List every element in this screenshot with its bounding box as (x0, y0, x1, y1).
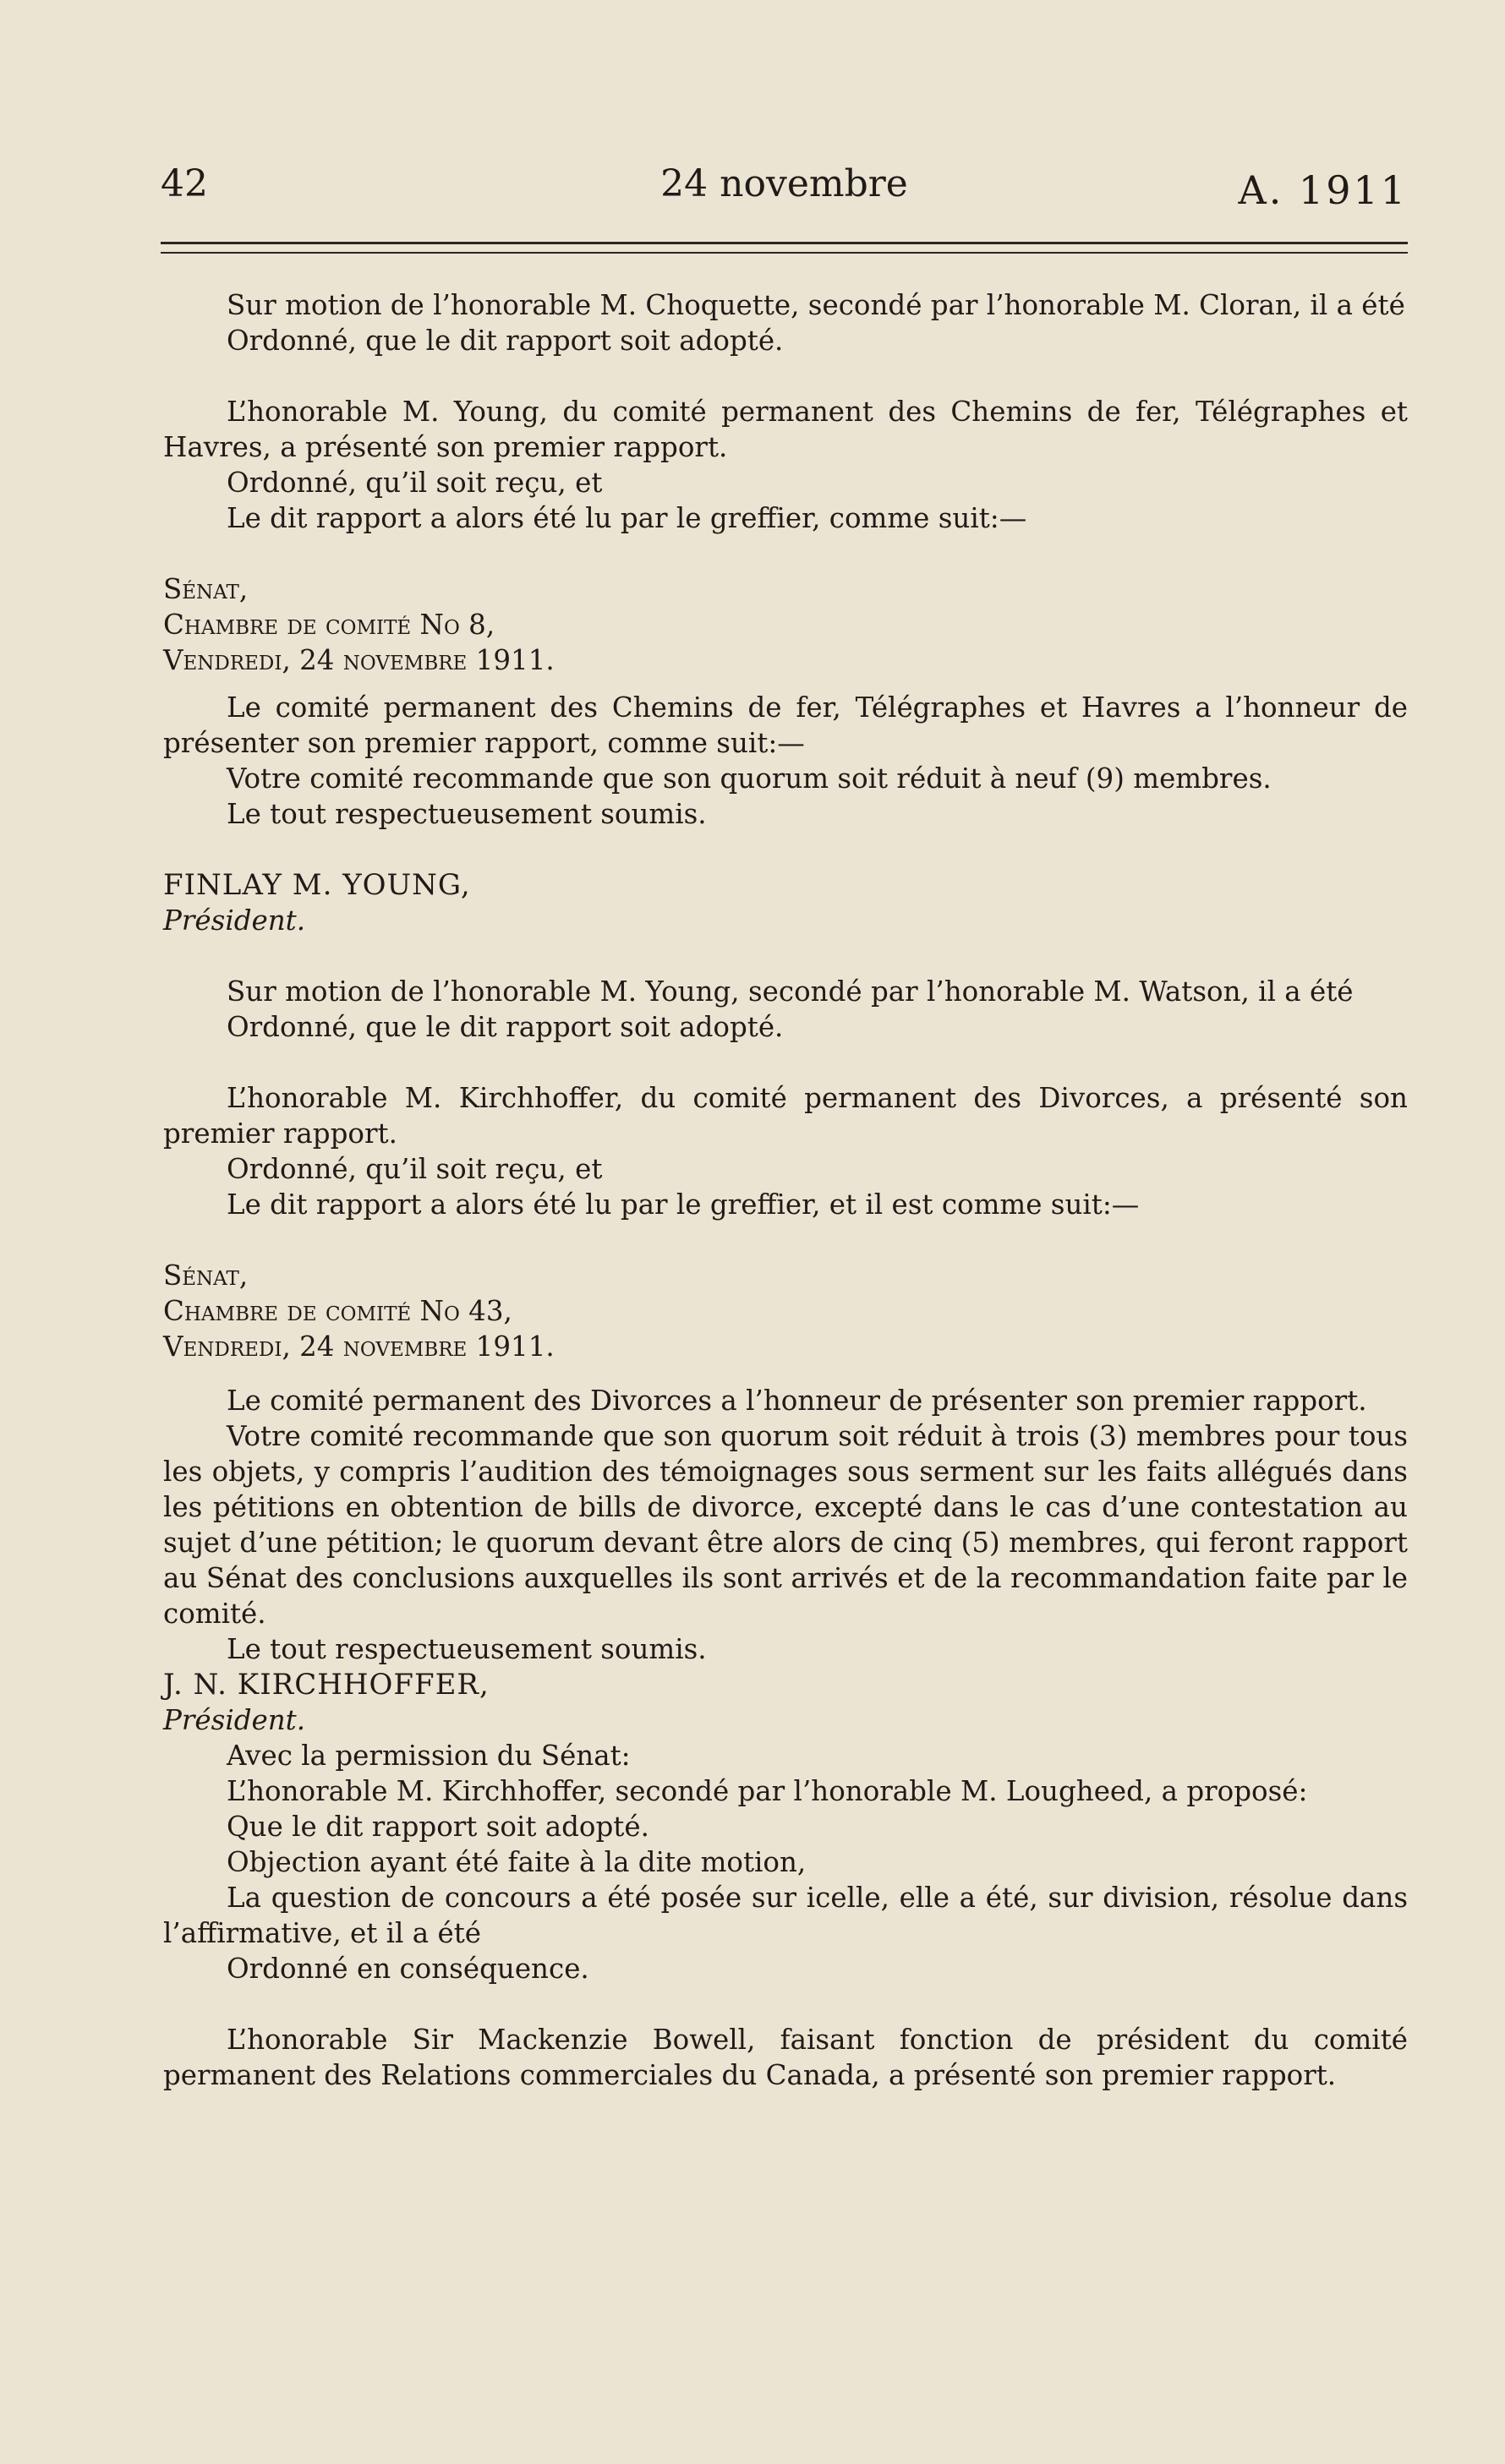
paragraph: Ordonné, qu’il soit reçu, et (227, 467, 603, 499)
paragraph: Le comité permanent des Divorces a l’honneur de présenter son premier rapport. (227, 1385, 1367, 1417)
paragraph: Sur motion de l’honorable M. Choquette, secondé par l’honorable M. Cloran, il a été (227, 289, 1405, 321)
report-signature: FINLAY M. YOUNG, (163, 868, 471, 902)
report-signatory-role: Président. (163, 904, 306, 937)
paragraph: Que le dit rapport soit adopté. (227, 1811, 649, 1843)
paragraph: Votre comité recommande que son quorum soit réduit à neuf (9) membres. (227, 762, 1272, 795)
paragraph: L’honorable M. Kirchhoffer, du comité permanent des Divorces, a présenté son premier rapport. (163, 1082, 1408, 1150)
report-senat-heading: Sénat, (163, 573, 249, 605)
paragraph: Le comité permanent des Chemins de fer, Télégraphes et Havres a l’honneur de présenter son premier rapport, comme suit:— (163, 691, 1408, 759)
page-number: 42 (161, 162, 208, 205)
header-rule (161, 242, 1408, 254)
paragraph: Ordonné en conséquence. (227, 1953, 589, 1985)
paragraph: Le dit rapport a alors été lu par le greffier, et il est comme suit:— (227, 1188, 1140, 1221)
report-date: Vendredi, 24 novembre 1911. (163, 1330, 555, 1363)
paragraph: La question de concours a été posée sur icelle, elle a été, sur division, résolue dans l’affirmative, et il a été (163, 1882, 1408, 1949)
paragraph: Ordonné, que le dit rapport soit adopté. (227, 325, 784, 357)
paragraph: Votre comité recommande que son quorum soit réduit à trois (3) membres pour tous les objets, y compris l’audition des témoignages sous serment sur les faits allégués dans les pétitions en obtention de bills de divorce, excepté dans le cas d’une contestation au sujet d’une pétition; le quorum devant être alors de cinq (5) membres, qui feront rapport au Sénat des conclusions auxquelles ils sont arrivés et de la recommandation faite par le comité. (163, 1420, 1408, 1630)
report-signature: J. N. KIRCHHOFFER, (163, 1668, 490, 1702)
paragraph: Sur motion de l’honorable M. Young, secondé par l’honorable M. Watson, il a été (227, 975, 1354, 1008)
paragraph: Objection ayant été faite à la dite motion, (227, 1846, 807, 1878)
page-body (163, 287, 1408, 2093)
paragraph: Avec la permission du Sénat: (227, 1740, 631, 1772)
report-chamber: Chambre de comité No 8, (163, 609, 495, 641)
paragraph: Le tout respectueusement soumis. (227, 798, 707, 830)
header-date: 24 novembre (660, 162, 908, 205)
paragraph: Le dit rapport a alors été lu par le greffier, comme suit:— (227, 502, 1027, 534)
paragraph: L’honorable M. Young, du comité permanent des Chemins de fer, Télégraphes et Havres, a présenté son premier rapport. (163, 396, 1408, 463)
paragraph: L’honorable Sir Mackenzie Bowell, faisant fonction de président du comité permanent des Relations commerciales du Canada, a présenté son premier rapport. (163, 2024, 1408, 2091)
paragraph: Ordonné, qu’il soit reçu, et (227, 1153, 603, 1185)
paragraph: Ordonné, que le dit rapport soit adopté. (227, 1011, 784, 1043)
report-chamber: Chambre de comité No 43, (163, 1295, 512, 1327)
report-signatory-role: Président. (163, 1704, 306, 1736)
paragraph: Le tout respectueusement soumis. (227, 1633, 707, 1665)
paragraph: L’honorable M. Kirchhoffer, secondé par l’honorable M. Lougheed, a proposé: (227, 1775, 1308, 1807)
report-date: Vendredi, 24 novembre 1911. (163, 644, 555, 676)
report-senat-heading: Sénat, (163, 1259, 249, 1292)
page-header (161, 162, 1408, 221)
header-year: A. 1911 (1238, 167, 1408, 213)
